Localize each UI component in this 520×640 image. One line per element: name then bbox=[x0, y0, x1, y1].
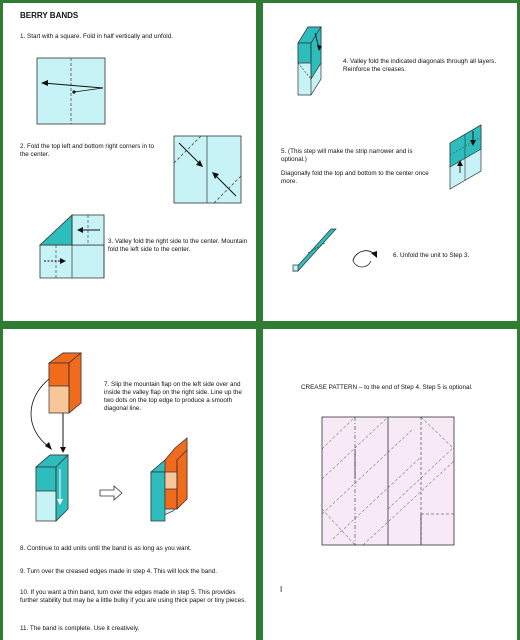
step-1-diagram bbox=[37, 58, 105, 124]
step-1-text: 1. Start with a square. Fold in half vertically and unfold. bbox=[20, 33, 173, 40]
step-5-diagram bbox=[450, 125, 481, 189]
step-10-text: 10. If you want a thin band, turn over the edges made in step 5. This provides further stability but may be a little bulky if you are using thick paper or tiny pieces. bbox=[20, 589, 247, 604]
step-6-diagram bbox=[293, 229, 377, 271]
step-7-teal-unit bbox=[36, 455, 68, 521]
stray-mark: I bbox=[280, 585, 283, 594]
step-2-text: 2. Fold the top left and bottom right corners in to the center. bbox=[20, 143, 155, 158]
crease-pattern-diagram bbox=[263, 329, 517, 640]
step-7-combined-unit bbox=[151, 438, 187, 521]
diagrams-panel-1 bbox=[3, 3, 256, 321]
step-8-text: 8. Continue to add units until the band is as long as you want. bbox=[20, 545, 192, 552]
step-3-text: 3. Valley fold the right side to the center. Mountain fold the left side to the center. bbox=[108, 238, 248, 253]
step-4-diagram bbox=[298, 27, 322, 95]
step-4-text: 4. Valley fold the indicated diagonals through all layers. Reinforce the creases. bbox=[343, 58, 497, 73]
step-5-text-a: 5. (This step will make the strip narrower and is optional.) bbox=[281, 148, 413, 163]
panel-steps-7-11 bbox=[3, 329, 256, 640]
result-arrow-icon bbox=[100, 486, 122, 500]
panel-crease-pattern bbox=[263, 329, 517, 640]
crease-pattern-caption: CREASE PATTERN – to the end of Step 4. Step 5 is optional. bbox=[301, 384, 473, 391]
step-7-orange-unit bbox=[49, 353, 81, 413]
page-title: BERRY BANDS bbox=[20, 11, 79, 20]
panel-steps-1-3 bbox=[3, 3, 256, 321]
step-7-text: 7. Slip the mountain flap on the left side over and inside the valley flap on the right side. Line up the two dots on the top edge to produce a smooth diagonal line. bbox=[104, 381, 242, 412]
panel-steps-4-6 bbox=[263, 3, 517, 321]
step-2-diagram bbox=[174, 136, 241, 203]
step-3-diagram bbox=[40, 215, 104, 278]
step-6-text: 6. Unfold the unit to Step 3. bbox=[393, 252, 470, 259]
step-9-text: 9. Turn over the creased edges made in step 4. This will lock the band. bbox=[20, 568, 217, 575]
step-5-text-b: Diagonally fold the top and bottom to the center once more. bbox=[281, 170, 429, 185]
step-11-text: 11. The band is complete. Use it creatively. bbox=[20, 625, 140, 632]
